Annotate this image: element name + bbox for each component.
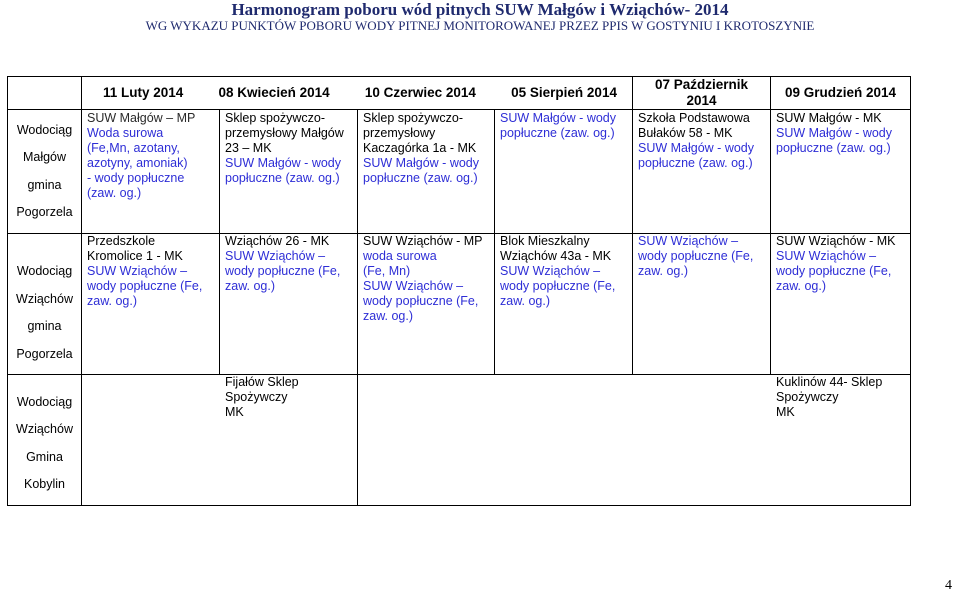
cell-text-line: MK	[225, 405, 244, 419]
cell-malgow-apr	[220, 110, 358, 234]
date-dec: 09 Grudzień 2014	[771, 77, 911, 110]
cell-text-line: SUW Wziąchów –	[638, 233, 739, 248]
cell-text-line: przemysłowy Małgów	[225, 126, 344, 140]
cell-text-line: wody popłuczne (Fe,	[225, 263, 341, 278]
cell-text-line: SUW Wziąchów - MK	[776, 233, 896, 248]
document-subtitle: WG WYKAZU PUNKTÓW POBORU WODY PITNEJ MONITOROWANEJ PRZEZ PPIS W GOSTYNIU I KROTOSZYNIE	[145, 18, 815, 33]
cell-wziachow-apr	[220, 233, 358, 375]
cell-text-line: zaw. og.)	[225, 278, 276, 293]
cell-text-line: Fijałów Sklep	[225, 375, 299, 389]
date-oct-line1: 07 Październik	[654, 77, 749, 92]
cell-text-line: zaw. og.)	[363, 308, 414, 323]
cell-text-line: wody popłuczne (Fe,	[363, 293, 479, 308]
cell-text-line: SUW Wziąchów –	[776, 248, 877, 263]
table-row	[8, 375, 911, 506]
azotany-text: azotany,	[130, 141, 180, 155]
cell-text-line: wody popłuczne (Fe,	[87, 278, 203, 293]
schedule-table	[7, 76, 911, 506]
cell-text-line: (Fe, Mn)	[363, 263, 411, 278]
cell-text-line: popłuczne (zaw. og.)	[500, 126, 615, 140]
cell-text-line: Szkoła Podstawowa	[638, 111, 750, 125]
cell-wziachow-jun	[358, 233, 495, 375]
cell-text-line: zaw. og.)	[87, 293, 138, 308]
cell-text-line: (zaw. og.)	[87, 186, 142, 200]
header-empty-cell	[8, 77, 82, 110]
cell-malgow-aug	[495, 110, 633, 234]
cell-text-line: Kaczagórka 1a - MK	[363, 141, 477, 155]
cell-text-line: gmina	[27, 177, 62, 192]
date-aug: 05 Sierpień 2014	[511, 85, 617, 100]
cell-text-line: wody popłuczne (Fe,	[776, 263, 892, 278]
cell-text-line: gmina	[27, 319, 62, 333]
cell-text-line: SUW Małgów – MP	[87, 111, 196, 125]
date-feb: 11 Luty 2014	[103, 85, 184, 100]
cell-text-line: zaw. og.)	[776, 278, 827, 293]
cell-wziachow-feb	[82, 233, 220, 375]
cell-text-line: Spożywczy	[776, 390, 839, 404]
page-number: 4	[945, 578, 952, 593]
cell-text-line: MK	[776, 405, 795, 419]
cell-text-line: Wziąchów	[16, 422, 73, 436]
header-row	[8, 77, 911, 110]
date-oct-line2: 2014	[686, 93, 717, 108]
cell-wziachow-aug	[495, 233, 633, 375]
cell-malgow-feb	[82, 110, 220, 234]
cell-text-line: popłuczne (zaw. og.)	[363, 171, 478, 185]
cell-text-line: SUW Małgów - wody	[776, 126, 892, 140]
cell-text-line: zaw. og.)	[638, 263, 689, 278]
cell-text-line: Wziąchów	[16, 291, 73, 306]
cell-text-line: Bułaków 58 - MK	[638, 126, 733, 140]
cell-text-line: SUW Małgów - wody	[225, 156, 341, 170]
cell-text-line: zaw. og.)	[500, 293, 551, 308]
cell-text-line: Kobylin	[24, 477, 65, 491]
cell-text-line: popłuczne (zaw. og.)	[225, 171, 340, 185]
table-row	[8, 110, 911, 234]
location-wziachow-kobylin	[8, 375, 82, 506]
cell-kobylin-feb-apr	[82, 375, 358, 506]
cell-malgow-jun	[358, 110, 495, 234]
document-title: Harmonogram poboru wód pitnych SUW Małgów i Wziąchów- 2014	[231, 0, 729, 19]
fe-mn-text: (Fe,Mn,	[87, 141, 131, 155]
cell-text-line: popłuczne (zaw. og.)	[776, 141, 891, 155]
date-oct	[633, 77, 771, 110]
cell-text-line: Sklep spożywczo-	[363, 111, 464, 125]
cell-text-line: Przedszkole	[87, 233, 156, 248]
cell-text-line: SUW Małgów - wody	[500, 111, 616, 125]
cell-malgow-dec	[771, 110, 911, 234]
cell-text-line: SUW Małgów - wody	[638, 141, 754, 155]
table-row	[8, 233, 911, 375]
cell-text-line: Kromolice 1 - MK	[87, 248, 183, 263]
cell-text-line: SUW Małgów - MK	[776, 111, 882, 125]
cell-text-line: Kuklinów 44- Sklep	[776, 375, 883, 389]
cell-wziachow-dec	[771, 233, 911, 375]
cell-text-line: Pogorzela	[16, 346, 73, 361]
cell-text-line: Wodociąg	[16, 122, 73, 137]
cell-text-line	[87, 141, 214, 156]
cell-text-line: przemysłowy	[363, 126, 436, 140]
cell-text-line: 23 – MK	[225, 141, 272, 155]
date-jun: 10 Czerwiec 2014	[364, 85, 476, 100]
date-apr: 08 Kwiecień 2014	[218, 85, 330, 100]
cell-text-line: wody popłuczne (Fe,	[500, 278, 616, 293]
header-dates-merged	[82, 77, 633, 110]
cell-text-line: azotyny, amoniak)	[87, 156, 188, 170]
cell-text-line: Spożywczy	[225, 390, 288, 404]
cell-text-line: Woda surowa	[87, 126, 164, 140]
cell-text-line: SUW Wziąchów –	[87, 263, 188, 278]
cell-text-line: popłuczne (zaw. og.)	[638, 156, 753, 170]
cell-text-line: Małgów	[22, 150, 67, 164]
location-wziachow-pogorzela	[8, 233, 82, 375]
cell-text-line: Pogorzela	[16, 205, 73, 219]
cell-text-line: SUW Wziąchów –	[225, 248, 326, 263]
cell-wziachow-oct	[633, 233, 771, 375]
cell-text-line: Gmina	[26, 449, 63, 464]
cell-text-line: SUW Wziąchów –	[363, 278, 464, 293]
cell-text-line: Blok Mieszkalny	[500, 233, 590, 248]
cell-kobylin-jun-dec	[358, 375, 911, 506]
cell-malgow-oct	[633, 110, 771, 234]
cell-text-line: SUW Wziąchów - MP	[363, 233, 483, 248]
cell-text-line: Sklep spożywczo-	[225, 111, 326, 125]
cell-text-line: SUW Wziąchów –	[500, 263, 601, 278]
cell-text-line: woda surowa	[363, 248, 437, 263]
cell-text-line: wody popłuczne (Fe,	[638, 248, 754, 263]
cell-text-line: SUW Małgów - wody	[363, 156, 479, 170]
cell-text-line: Wziąchów 26 - MK	[225, 233, 330, 248]
cell-text-line: - wody popłuczne	[87, 171, 185, 185]
cell-text-line: Wziąchów 43a - MK	[500, 248, 612, 263]
cell-text-line: Wodociąg	[16, 394, 73, 409]
cell-text-line: Wodociąg	[16, 264, 73, 278]
location-malgow	[8, 110, 82, 234]
